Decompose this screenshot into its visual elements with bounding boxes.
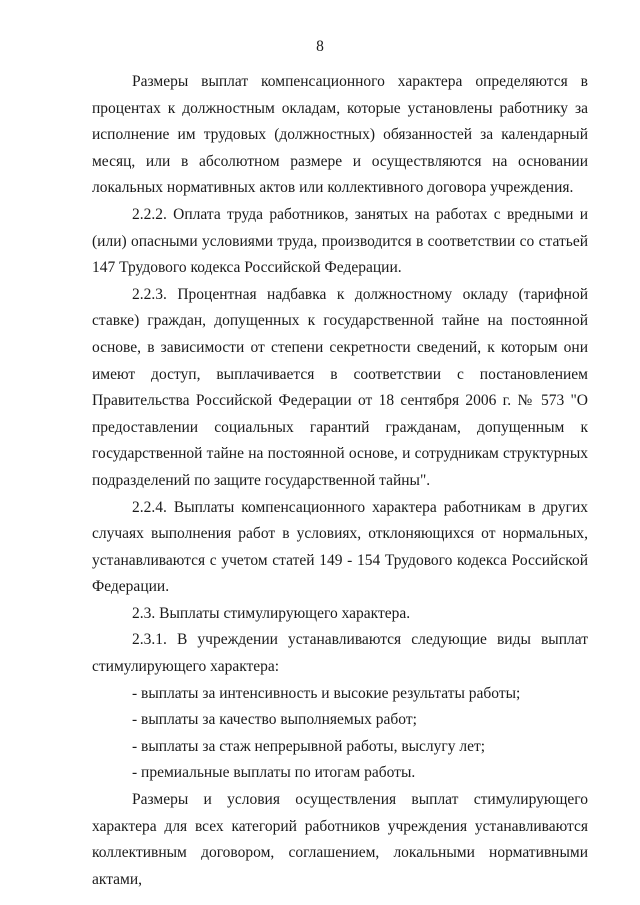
page-number: 8 (316, 38, 324, 55)
paragraph-stimulating-conditions: Размеры и условия осуществления выплат стимулирующего характера для всех категорий работников учреждения устанавливаются коллективным договором, соглашением, локальными нормативными актами, (92, 791, 588, 888)
document-body (92, 69, 588, 893)
paragraph-2-2-3: 2.2.3. Процентная надбавка к должностному окладу (тарифной ставке) граждан, допущенных к государственной тайне на постоянной основе, в зависимости от степени секретности сведений, к которым они имеют доступ, выплачивается в соответствии с постановлением Правительства Российской Федерации от 18 сентября 2006 г. № 573 "О предоставлении социальных гарантий гражданам, допущенным к государственной тайне на постоянной основе, и сотрудникам структурных подразделений по защите государственной тайны". (92, 285, 588, 489)
paragraph-2-3: 2.3. Выплаты стимулирующего характера. (132, 604, 411, 622)
paragraph-compensation-sizes: Размеры выплат компенсационного характера определяются в процентах к должностным окладам, которые установлены работнику за исполнение им трудовых (должностных) обязанностей за календарный месяц, или в абсолютном размере и осуществляются на основании локальных нормативных актов или коллективного договора учреждения. (92, 73, 588, 197)
list-item: - выплаты за интенсивность и высокие результаты работы; (132, 684, 521, 702)
list-item: - премиальные выплаты по итогам работы. (132, 764, 416, 782)
paragraph-2-2-2: 2.2.2. Оплата труда работников, занятых на работах с вредными и (или) опасными условиями труда, производится в соответствии со статьей 147 Трудового кодекса Российской Федерации. (92, 205, 588, 277)
paragraph-2-3-1: 2.3.1. В учреждении устанавливаются следующие виды выплат стимулирующего характера: (92, 631, 588, 676)
list-item: - выплаты за качество выполняемых работ; (132, 711, 417, 729)
paragraph-2-2-4: 2.2.4. Выплаты компенсационного характера работникам в других случаях выполнения работ в условиях, отклоняющихся от нормальных, устанавливаются с учетом статей 149 - 154 Трудового кодекса Российской Федерации. (92, 498, 588, 596)
list-item: - выплаты за стаж непрерывной работы, выслугу лет; (132, 737, 486, 755)
